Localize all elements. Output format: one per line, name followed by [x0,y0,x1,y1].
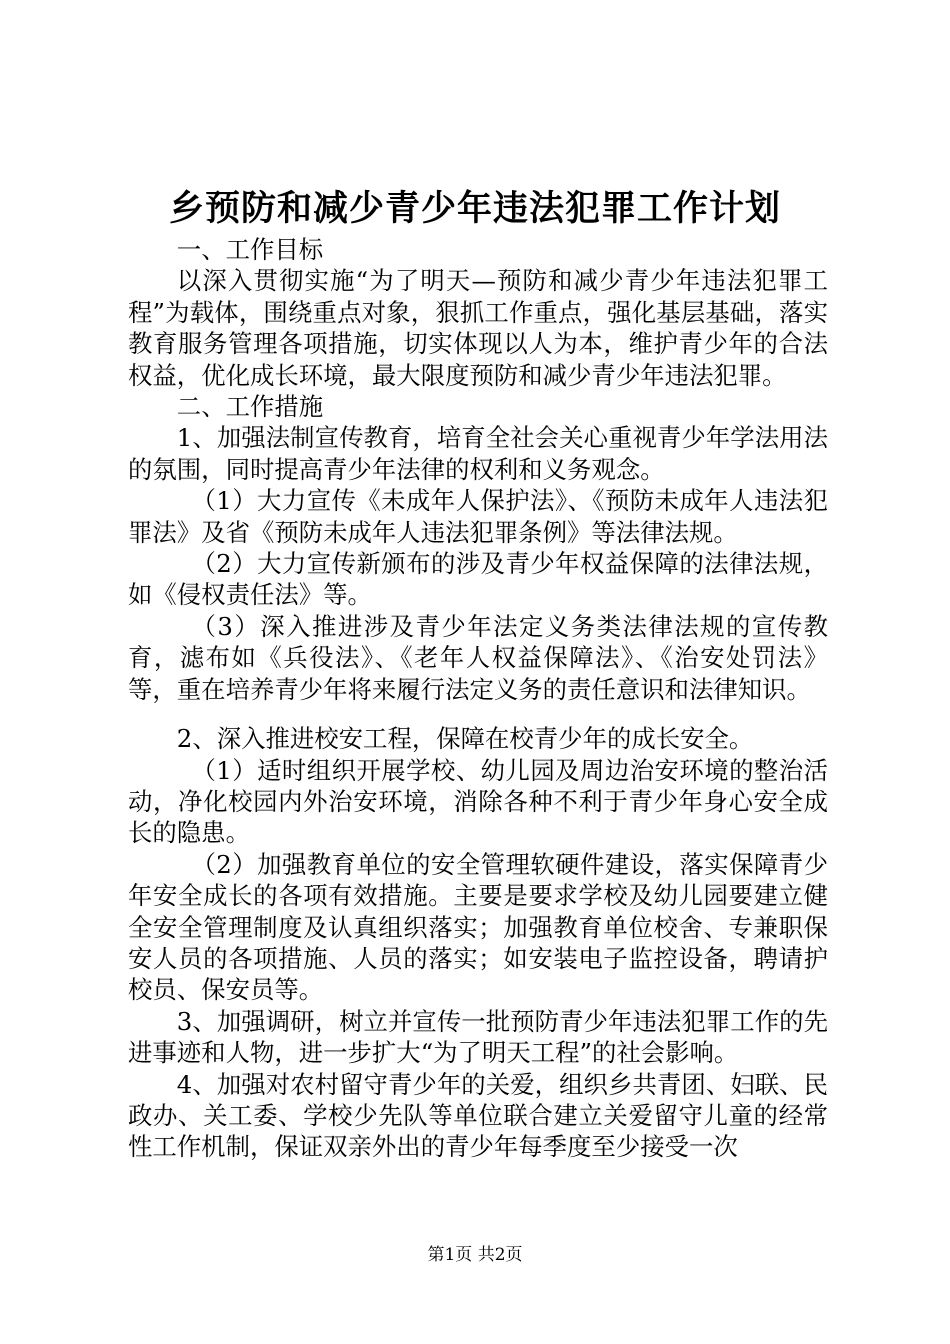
paragraph-measure-1-2: （2）大力宣传新颁布的涉及青少年权益保障的法律法规，如《侵权责任法》等。 [128,549,828,610]
paragraph-measure-2-1: （1）适时组织开展学校、幼儿园及周边治安环境的整治活动，净化校园内外治安环境，消除各种不利于青少年身心安全成长的隐患。 [128,755,828,848]
paragraph-measure-2: 2、深入推进校安工程，保障在校青少年的成长安全。 [176,724,754,754]
paragraph-measure-1: 1、加强法制宣传教育，培育全社会关心重视青少年学法用法的氛围，同时提高青少年法律的权利和义务观念。 [128,423,828,484]
document-body [128,234,828,1163]
paragraph-measure-3: 3、加强调研，树立并宣传一批预防青少年违法犯罪工作的先进事迹和人物，进一步扩大“为了明天工程”的社会影响。 [128,1006,828,1068]
section-heading-measures: 二、工作措施 [176,392,324,422]
paragraph-measure-1-1: （1）大力宣传《未成年人保护法》、《预防未成年人违法犯罪法》及省《预防未成年人违法犯罪条例》等法律法规。 [128,486,828,547]
paragraph-goals: 以深入贯彻实施“为了明天—预防和减少青少年违法犯罪工程”为载体，围绕重点对象，狠抓工作重点，强化基层基础，落实教育服务管理各项措施，切实体现以人为本，维护青少年的合法权益，优化成长环境，最大限度预防和减少青少年违法犯罪。 [128,266,828,390]
paragraph-measure-4: 4、加强对农村留守青少年的关爱，组织乡共青团、妇联、民政办、关工委、学校少先队等单位联合建立关爱留守儿童的经常性工作机制，保证双亲外出的青少年每季度至少接受一次 [128,1069,828,1162]
section-heading-goals: 一、工作目标 [176,235,324,264]
paragraph-measure-2-2: （2）加强教育单位的安全管理软硬件建设，落实保障青少年安全成长的各项有效措施。主要是要求学校及幼儿园要建立健全安全管理制度及认真组织落实；加强教育单位校舍、专兼职保安人员的各项措施、人员的落实；如安装电子监控设备，聘请护校员、保安员等。 [128,849,828,1005]
page-footer: 第1页 共2页 [427,1245,523,1265]
paragraph-measure-1-3: （3）深入推进涉及青少年法定义务类法律法规的宣传教育，滤布如《兵役法》、《老年人权益保障法》、《治安处罚法》等，重在培养青少年将来履行法定义务的责任意识和法律知识。 [128,611,828,704]
document-title: 乡预防和减少青少年违法犯罪工作计划 [168,188,781,229]
